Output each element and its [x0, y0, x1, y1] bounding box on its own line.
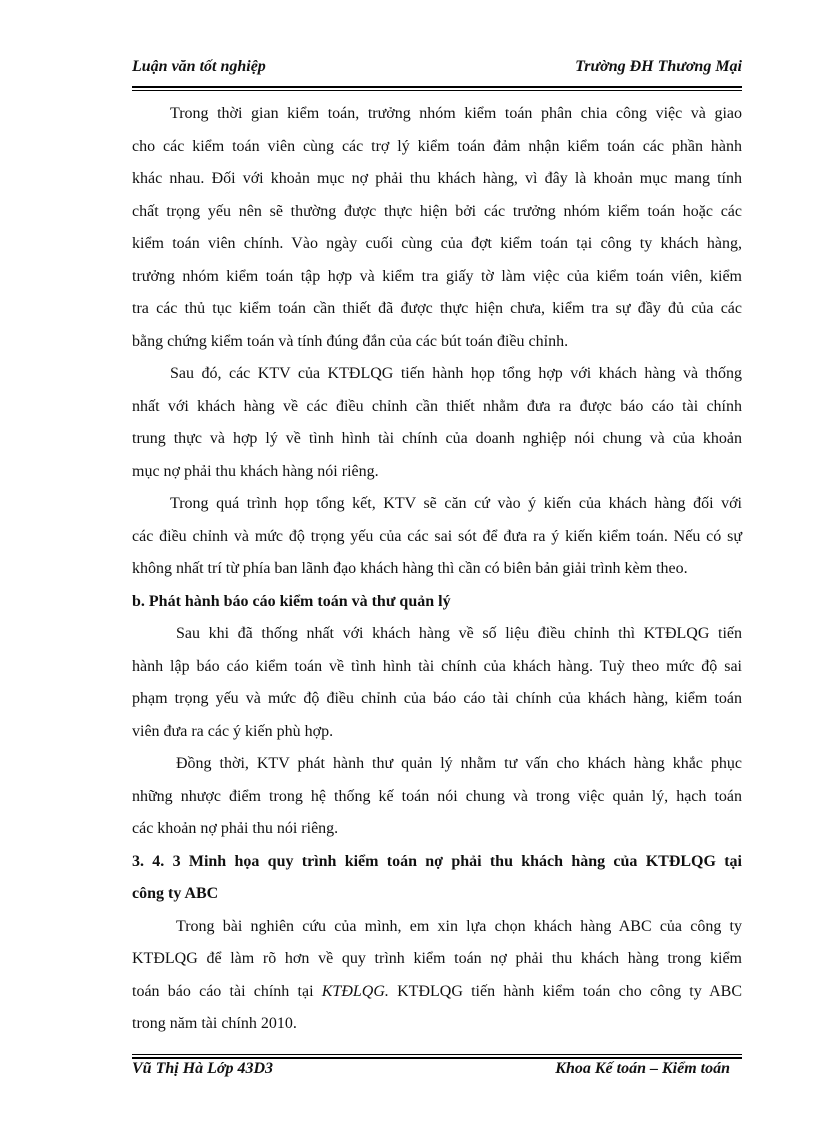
text-fragment: KTĐLQG tiến hành kiểm toán cho công ty ABC	[388, 982, 742, 1000]
paragraph-4	[132, 618, 742, 748]
text-line: các khoản nợ phải thu nói riêng.	[132, 820, 339, 837]
paragraph-5	[132, 748, 742, 846]
text-line: khác nhau. Đối với khoản mục nợ phải thu khách hàng, vì đây là khoản mục mang tính	[132, 170, 742, 187]
section-heading-b: b. Phát hành báo cáo kiểm toán và thư quản lý	[132, 592, 451, 610]
text-line: Trong quá trình họp tổng kết, KTV sẽ căn cứ vào ý kiến của khách hàng đối với	[170, 495, 742, 512]
text-line: những nhược điểm trong hệ thống kế toán nói chung và trong việc quản lý, hạch toán	[132, 787, 742, 805]
paragraph-6	[132, 911, 742, 1041]
page-header	[132, 58, 742, 80]
text-line: nhất với khách hàng về các điều chỉnh cần thiết nhằm đưa ra được báo cáo tài chính	[132, 397, 742, 415]
text-line: phạm trọng yếu và mức độ điều chỉnh của báo cáo tài chính của khách hàng, kiểm toán	[132, 690, 742, 707]
text-line	[132, 976, 742, 1009]
paragraph-1	[132, 98, 742, 358]
text-line: viên đưa ra các ý kiến phù hợp.	[132, 722, 334, 740]
text-line: kiểm toán viên chính. Vào ngày cuối cùng của đợt kiểm toán tại công ty khách hàng,	[132, 235, 742, 252]
text-line: bằng chứng kiểm toán và tính đúng đắn của các bút toán điều chỉnh.	[132, 332, 569, 350]
text-fragment: toán báo cáo tài chính tại	[132, 982, 322, 1000]
text-line: tra các thủ tục kiểm toán cần thiết đã được thực hiện chưa, kiểm tra sự đầy đủ của các	[132, 300, 742, 317]
paragraph-3	[132, 488, 742, 586]
text-line: KTĐLQG để làm rõ hơn về quy trình kiểm toán nợ phải thu khách hàng trong kiểm	[132, 950, 742, 967]
text-line: không nhất trí từ phía ban lãnh đạo khách hàng thì cần có biên bản giải trình kèm theo.	[132, 560, 688, 577]
footer-author-class: Vũ Thị Hà Lớp 43D3	[132, 1060, 274, 1077]
text-line: chất trọng yếu nên sẽ thường được thực hiện bởi các trưởng nhóm kiểm toán hoặc các	[132, 202, 742, 220]
text-line: Đồng thời, KTV phát hành thư quản lý nhằm tư vấn cho khách hàng khắc phục	[176, 755, 742, 772]
text-line: Sau khi đã thống nhất với khách hàng về số liệu điều chỉnh thì KTĐLQG tiến	[176, 625, 742, 642]
text-line: trung thực và hợp lý về tình hình tài chính của doanh nghiệp nói chung và của khoản	[132, 430, 742, 447]
page-body	[132, 98, 742, 1041]
text-line: hành lập báo cáo kiểm toán về tình hình tài chính của khách hàng. Tuỳ theo mức độ sai	[132, 657, 742, 675]
italic-company-name: KTĐLQG.	[321, 982, 389, 1000]
text-line: Trong thời gian kiểm toán, trưởng nhóm kiểm toán phân chia công việc và giao	[170, 105, 742, 122]
page-footer	[132, 1060, 730, 1082]
header-university: Trường ĐH Thương Mại	[575, 58, 742, 75]
footer-divider	[132, 1054, 742, 1059]
text-line: trưởng nhóm kiểm toán tập hợp và kiểm tra giấy tờ làm việc của kiểm toán viên, kiểm	[132, 267, 742, 285]
text-line: Trong bài nghiên cứu của mình, em xin lựa chọn khách hàng ABC của công ty	[176, 917, 742, 935]
text-line: cho các kiểm toán viên cùng các trợ lý kiểm toán đảm nhận kiểm toán các phần hành	[132, 137, 742, 155]
text-line: trong năm tài chính 2010.	[132, 1015, 297, 1032]
paragraph-2	[132, 358, 742, 488]
heading-line: công ty ABC	[132, 885, 219, 902]
header-thesis-title: Luận văn tốt nghiệp	[132, 58, 266, 75]
text-line: các điều chỉnh và mức độ trọng yếu của các sai sót để đưa ra ý kiến kiểm toán. Nếu có sự	[132, 527, 742, 545]
footer-faculty: Khoa Kế toán – Kiểm toán	[555, 1060, 730, 1077]
heading-line: 3. 4. 3 Minh họa quy trình kiểm toán nợ phải thu khách hàng của KTĐLQG tại	[132, 852, 742, 870]
text-line: Sau đó, các KTV của KTĐLQG tiến hành họp tổng hợp với khách hàng và thống	[170, 365, 742, 382]
section-heading-343	[132, 846, 742, 911]
text-line: mục nợ phải thu khách hàng nói riêng.	[132, 462, 379, 480]
